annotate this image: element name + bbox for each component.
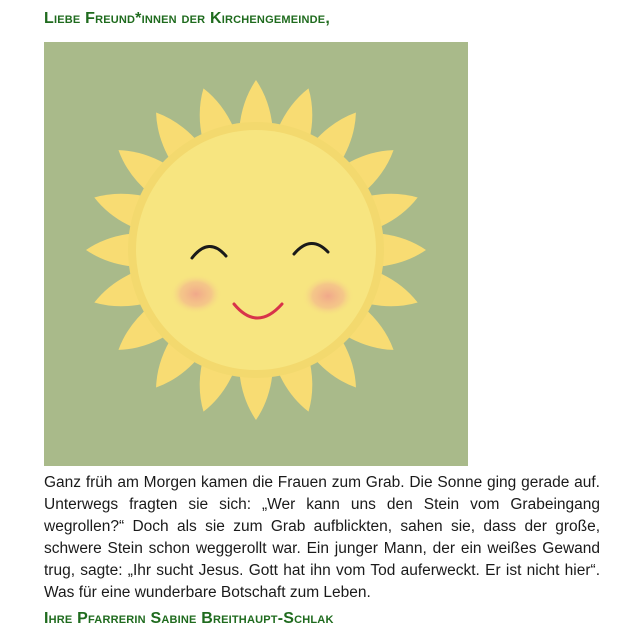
smiling-sun-icon [44,42,468,466]
right-cheek [302,276,354,316]
signature: Ihre Pfarrerin Sabine Breithaupt-Schlak [44,610,334,627]
left-cheek [170,274,222,314]
greeting-heading: Liebe Freund*innen der Kirchengemeinde, [44,10,330,27]
body-text: Ganz früh am Morgen kamen die Frauen zum Grab. Die Sonne ging gerade auf. Unterwegs fragten sie sich: „Wer kann uns den Stein vom Grabeingang wegrollen?“ Doch als sie zum Grab aufblickten, sahen sie, dass der große, schwere Stein schon weggerollt war. Ein junger Mann, der ein weißes Gewand trug, sagte: „Ihr sucht Jesus. Gott hat ihn vom Tod auferweckt. Er ist nicht hier“. Was für eine wunderbare Botschaft zum Leben. [44,474,600,601]
sun-face [136,130,376,370]
